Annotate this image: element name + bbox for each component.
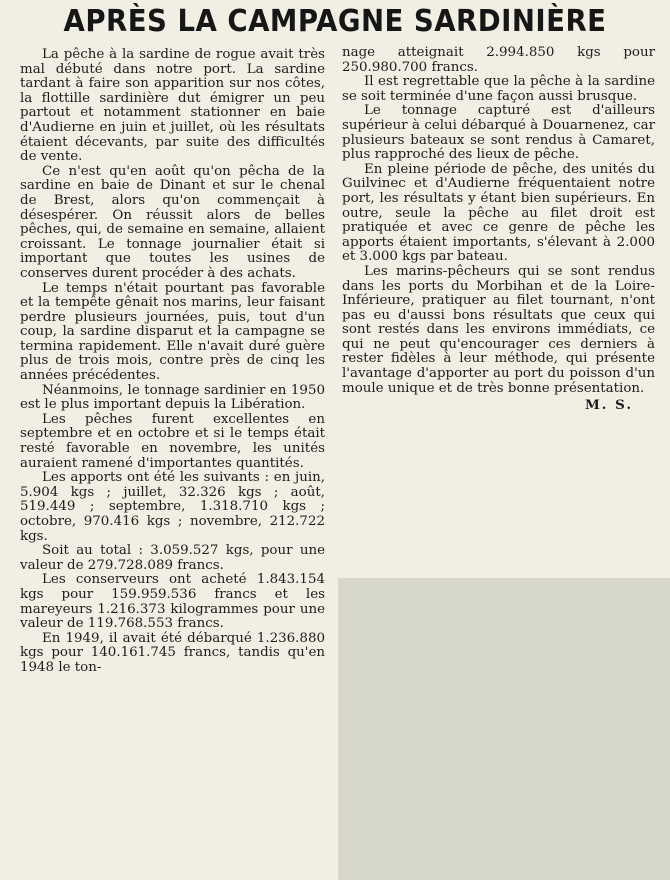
paragraph: Les pêches furent excellentes en septembre et en octobre et si le temps était resté favorable en novembre, les unités auraient ramené d'importantes quantités.	[20, 411, 325, 471]
paragraph: La pêche à la sardine de rogue avait très mal débuté dans notre port. La sardine tardant à faire son apparition sur nos côtes, la flottille sardinière dut émigrer un peu partout et notamment stationner en baie d'Audierne en juin et juillet, où les résultats étaient décevants, par suite des difficultés de vente.	[20, 47, 325, 165]
paragraph: Les marins-pêcheurs qui se sont rendus dans les ports du Morbihan et de la Loire-Inférieure, pratiquer au filet tournant, n'ont pas eu d'aussi bons résultats que ceux qui sont restés dans les environs immédiats, ce qui ne peut qu'encourager ces derniers à rester fidèles à leur méthode, qui présente l'avantage d'apporter au port du poisson d'un moule unique et de très bonne présentation.	[342, 263, 655, 396]
right-column	[342, 46, 655, 413]
paragraph: Ce n'est qu'en août qu'on pêcha de la sardine en baie de Dinant et sur le chenal de Brest, alors qu'on commençait à désespérer. On réussit alors de belles pêches, qui, de semaine en semaine, allaient croissant. Le tonnage journalier était si important que toutes les usines de conserves durent procéder à des achats.	[20, 163, 325, 281]
author-signature: M. S.	[584, 397, 633, 414]
blank-area	[338, 578, 670, 880]
paragraph: Le temps n'était pourtant pas favorable et la tempête gênait nos marins, leur faisant perdre plusieurs journées, puis, tout d'un coup, la sardine disparut et la campagne se termina rapidement. Elle n'avait duré guère plus de trois mois, contre près de cinq les années précédentes.	[20, 280, 325, 384]
paragraph: Soit au total : 3.059.527 kgs, pour une valeur de 279.728.089 francs.	[20, 543, 325, 573]
paragraph: En pleine période de pêche, des unités du Guilvinec et d'Audierne fréquentaient notre port, les résultats y étant bien supérieurs. En outre, seule la pêche au filet droit est pratiquée et avec ce genre de pêche les apports étaient importants, s'élevant à 2.000 et 3.000 kgs par bateau.	[342, 161, 655, 265]
paragraph: Les conserveurs ont acheté 1.843.154 kgs pour 159.959.536 francs et les mareyeurs 1.216.373 kilogrammes pour une valeur de 119.768.553 francs.	[20, 572, 325, 632]
left-column	[20, 48, 325, 676]
paragraph: Néanmoins, le tonnage sardinier en 1950 est le plus important depuis la Libération.	[20, 382, 325, 413]
paragraph: Le tonnage capturé est d'ailleurs supérieur à celui débarqué à Douarnenez, car plusieurs bateaux se sont rendus à Camaret, plus rapproché des lieux de pêche.	[342, 103, 655, 163]
paragraph-continuation: nage atteignait 2.994.850 kgs pour 250.980.700 francs.	[342, 45, 655, 75]
paragraph: Il est regrettable que la pêche à la sardine se soit terminée d'une façon aussi brusque.	[342, 74, 655, 104]
paragraph: Les apports ont été les suivants : en juin, 5.904 kgs ; juillet, 32.326 kgs ; août, 519.449 ; septembre, 1.318.710 kgs ; octobre, 970.416 kgs ; novembre, 212.722 kgs.	[20, 470, 325, 544]
paragraph: En 1949, il avait été débarqué 1.236.880 kgs pour 140.161.745 francs, tandis qu'en 1948 le ton-	[20, 630, 325, 675]
article-headline: APRÈS LA CAMPAGNE SARDINIÈRE	[63, 4, 607, 39]
